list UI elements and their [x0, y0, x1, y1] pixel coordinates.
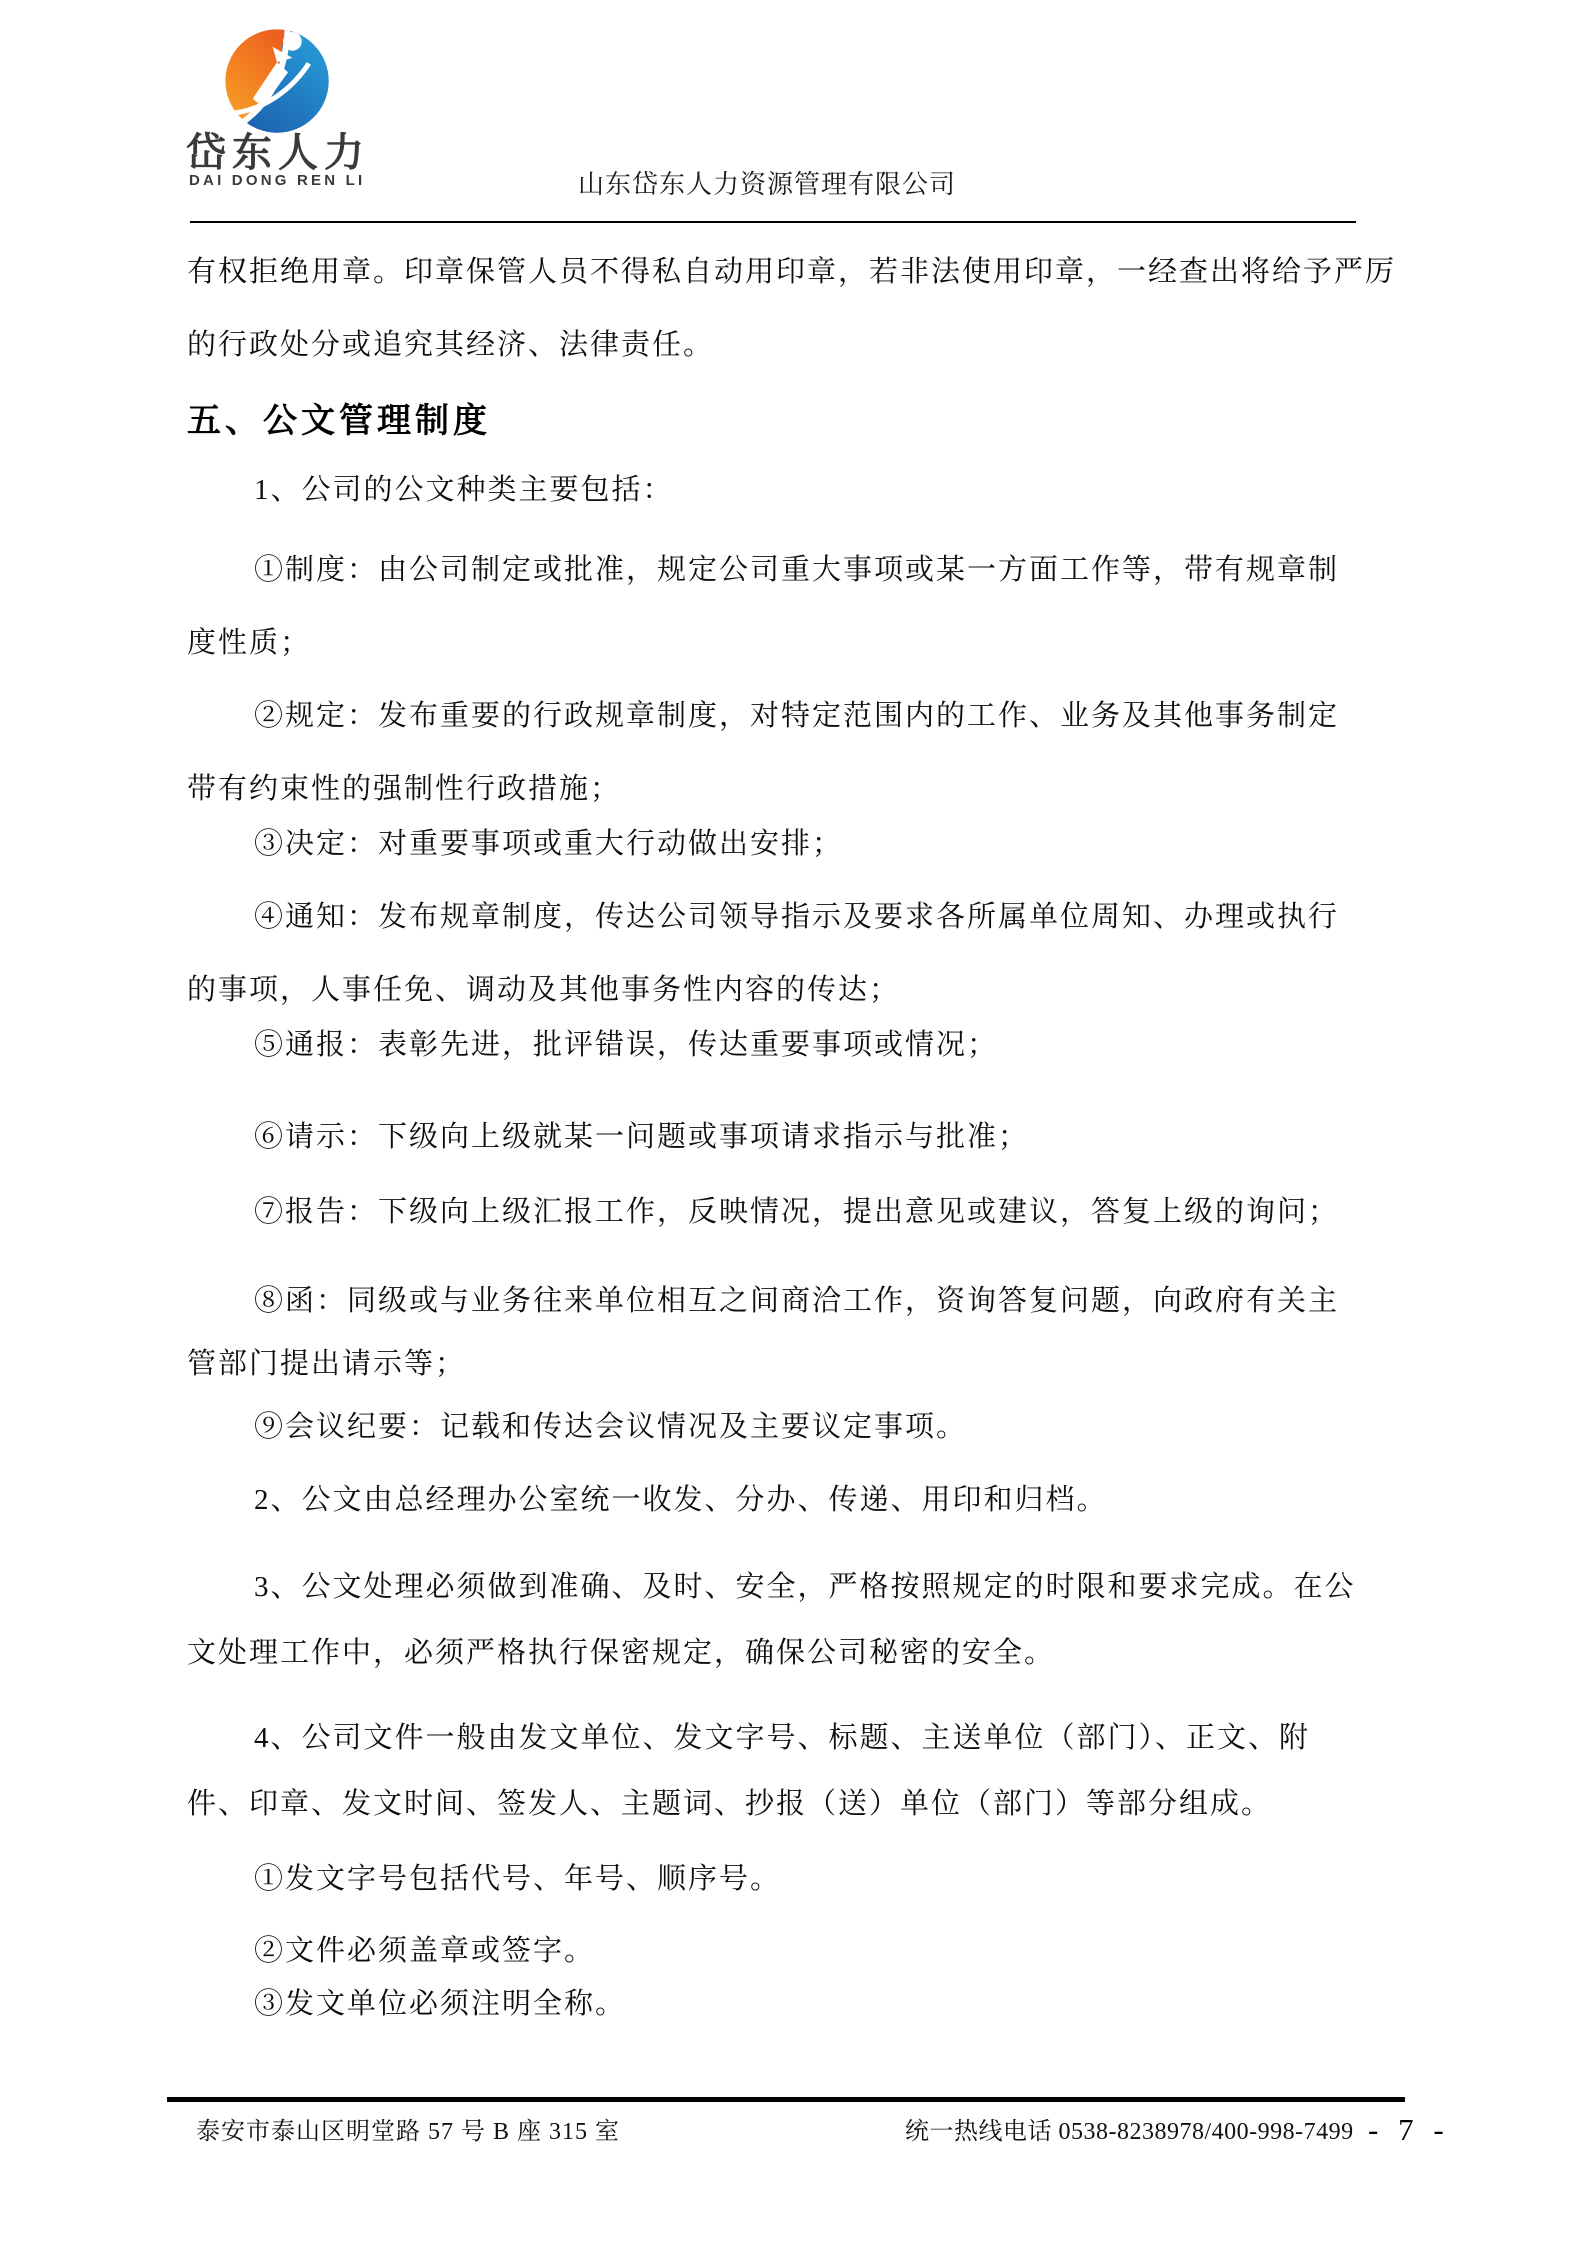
body-line: ③发文单位必须注明全称。: [254, 1988, 627, 2020]
body-line: ②文件必须盖章或签字。: [254, 1935, 596, 1967]
company-logo-icon: [222, 26, 332, 136]
page-number: - 7 -: [1368, 2112, 1450, 2147]
body-line: ⑧函：同级或与业务往来单位相互之间商洽工作，资询答复问题，向政府有关主: [254, 1285, 1340, 1317]
body-line: 1、公司的公文种类主要包括：: [254, 474, 674, 506]
body-line: ①制度：由公司制定或批准，规定公司重大事项或某一方面工作等，带有规章制: [254, 554, 1340, 586]
body-line: 的行政处分或追究其经济、法律责任。: [187, 329, 715, 361]
body-line: 度性质；: [187, 627, 312, 659]
body-line: 件、印章、发文时间、签发人、主题词、抄报（送）单位（部门）等部分组成。: [187, 1788, 1273, 1820]
footer-divider: [167, 2097, 1405, 2102]
body-line: ③决定：对重要事项或重大行动做出安排；: [254, 828, 844, 860]
body-line: 管部门提出请示等；: [187, 1348, 467, 1380]
body-line: 2、公文由总经理办公室统一收发、分办、传递、用印和归档。: [254, 1484, 1108, 1516]
header-divider: [190, 221, 1356, 223]
body-line: ⑥请示：下级向上级就某一问题或事项请求指示与批准；: [254, 1121, 1030, 1153]
company-name: 山东岱东人力资源管理有限公司: [578, 170, 957, 199]
body-line: 4、公司文件一般由发文单位、发文字号、标题、主送单位（部门）、正文、附: [254, 1722, 1311, 1754]
body-line: 带有约束性的强制性行政措施；: [187, 773, 622, 805]
body-line: 的事项，人事任免、调动及其他事务性内容的传达；: [187, 974, 901, 1006]
body-line: ⑤通报：表彰先进，批评错误，传达重要事项或情况；: [254, 1029, 999, 1061]
body-line: 3、公文处理必须做到准确、及时、安全，严格按照规定的时限和要求完成。在公: [254, 1571, 1356, 1603]
body-line: ④通知：发布规章制度，传达公司领导指示及要求各所属单位周知、办理或执行: [254, 901, 1340, 933]
logo-en-text: DAI DONG REN LI: [189, 172, 366, 189]
body-line: ①发文字号包括代号、年号、顺序号。: [254, 1863, 782, 1895]
body-lines: [187, 254, 1405, 2022]
logo-cn-text: 岱东人力: [186, 131, 370, 175]
body-line: ⑦报告：下级向上级汇报工作，反映情况，提出意见或建议，答复上级的询问；: [254, 1196, 1340, 1228]
body-line: 文处理工作中，必须严格执行保密规定，确保公司秘密的安全。: [187, 1637, 1056, 1669]
section-heading: 五、公文管理制度: [187, 403, 491, 440]
footer-address: 泰安市泰山区明堂路 57 号 B 座 315 室: [196, 2119, 621, 2145]
footer-hotline: 统一热线电话 0538-8238978/400-998-7499: [905, 2119, 1354, 2145]
body-line: ②规定：发布重要的行政规章制度，对特定范围内的工作、业务及其他事务制定: [254, 700, 1340, 732]
body-line: 有权拒绝用章。印章保管人员不得私自动用印章，若非法使用印章，一经查出将给予严厉: [187, 256, 1397, 288]
body-line: ⑨会议纪要：记载和传达会议情况及主要议定事项。: [254, 1411, 968, 1443]
